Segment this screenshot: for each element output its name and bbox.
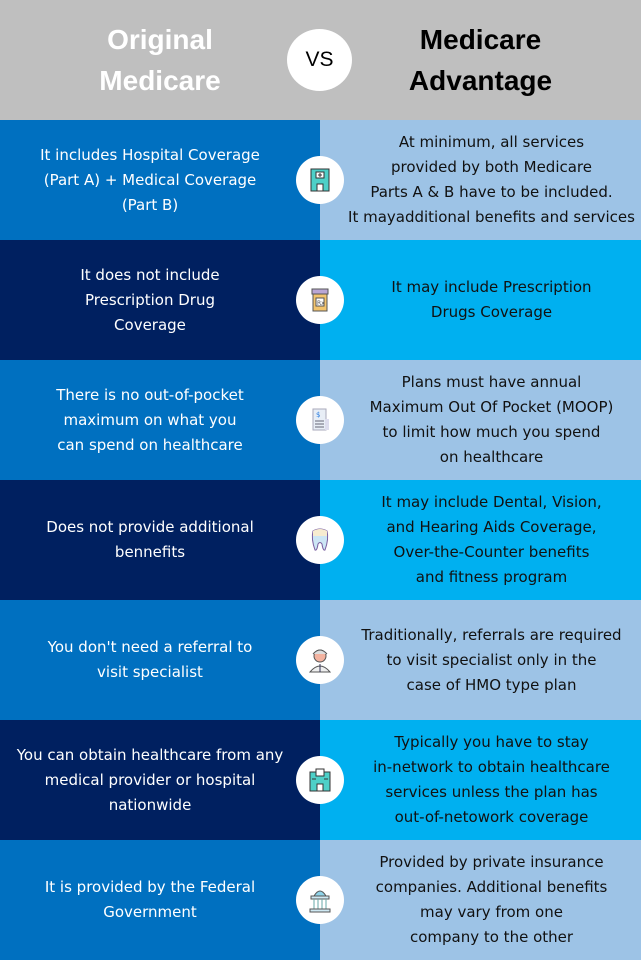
cell-text-line: Provided by private insurance (379, 853, 604, 871)
cell-text-line: Parts A & B have to be included. (370, 183, 613, 201)
bill-icon (296, 396, 344, 444)
cell-text-line: in-network to obtain healthcare (373, 758, 610, 776)
comparison-rows (0, 120, 641, 960)
cell-text-line: Plans must have annual (401, 373, 582, 391)
medicare-advantage-cell (320, 840, 641, 960)
medicare-advantage-title (320, 0, 641, 120)
cell-text-line: It mayadditional benefits and services (348, 208, 635, 226)
comparison-row (0, 840, 641, 960)
title-line: Medicare (99, 65, 221, 96)
medicare-advantage-cell (320, 120, 641, 240)
cell-text-line: You don't need a referral to (47, 638, 253, 656)
cell-text-line: It may include Dental, Vision, (381, 493, 602, 511)
cell-text-line: and Hearing Aids Coverage, (386, 518, 597, 536)
doctor-icon (296, 636, 344, 684)
medicare-advantage-cell (320, 480, 641, 600)
original-medicare-title (0, 0, 320, 120)
cell-text-line: medical provider or hospital (44, 770, 256, 789)
cell-text-line: At minimum, all services (398, 133, 585, 151)
cell-text-line: on healthcare (439, 448, 544, 466)
cell-text-line: out-of-netowork coverage (394, 808, 589, 826)
comparison-row (0, 720, 641, 840)
original-medicare-cell (0, 240, 320, 360)
cell-text-line: Coverage (114, 315, 186, 334)
cell-text-line: Prescription Drug (84, 290, 215, 309)
cell-text-line: Over-the-Counter benefits (393, 543, 590, 561)
svg-text:Rx: Rx (317, 300, 325, 307)
cell-text-line: may vary from one (420, 903, 563, 921)
cell-text-line: Government (103, 903, 197, 921)
cell-text-line: maximum on what you (63, 410, 237, 429)
cell-text-line: You can obtain healthcare from any (16, 745, 284, 764)
cell-text-line: Maximum Out Of Pocket (MOOP) (369, 398, 614, 416)
original-medicare-cell (0, 840, 320, 960)
cell-text-line: bennefits (114, 543, 186, 561)
comparison-row (0, 480, 641, 600)
cell-text-line: (Part A) + Medical Coverage (43, 170, 257, 189)
hospital-network-icon (296, 756, 344, 804)
comparison-row (0, 360, 641, 480)
medicare-advantage-cell (320, 720, 641, 840)
cell-text-line: and fitness program (415, 568, 568, 586)
title-line: Medicare (419, 24, 542, 55)
original-medicare-cell (0, 480, 320, 600)
cell-text-line: can spend on healthcare (57, 435, 243, 454)
prescription-bottle-icon (296, 276, 344, 324)
original-medicare-cell (0, 600, 320, 720)
cell-text-line: provided by both Medicare (390, 158, 592, 176)
cell-text-line: Drugs Coverage (430, 303, 553, 321)
cell-text-line: services unless the plan has (385, 783, 598, 801)
cell-text-line: case of HMO type plan (406, 675, 577, 694)
svg-text:$: $ (316, 411, 321, 419)
government-building-icon (296, 876, 344, 924)
tooth-icon (296, 516, 344, 564)
header (0, 0, 641, 120)
cell-text-line: to limit how much you spend (382, 423, 601, 441)
title-line: Advantage (408, 65, 553, 96)
cell-text-line: nationwide (108, 795, 192, 814)
cell-text-line: visit specialist (97, 663, 203, 681)
medicare-advantage-cell (320, 600, 641, 720)
cell-text-line: It does not include (80, 265, 220, 284)
cell-text-line: It is provided by the Federal (44, 878, 256, 896)
comparison-row (0, 240, 641, 360)
title-line: Original (107, 24, 213, 55)
cell-text-line: Does not provide additional (46, 518, 254, 536)
cell-text-line: Typically you have to stay (394, 733, 589, 751)
cell-text-line: company to the other (409, 928, 574, 946)
original-medicare-cell (0, 720, 320, 840)
cell-text-line: companies. Additional benefits (375, 878, 608, 896)
cell-text-line: There is no out-of-pocket (56, 385, 244, 404)
cell-text-line: to visit specialist only in the (386, 650, 597, 669)
cell-text-line: Traditionally, referrals are required (361, 625, 622, 644)
hospital-icon (296, 156, 344, 204)
cell-text-line: (Part B) (121, 195, 179, 214)
medicare-advantage-cell (320, 360, 641, 480)
vs-badge: VS (287, 29, 352, 91)
cell-text-line: It includes Hospital Coverage (40, 145, 260, 164)
original-medicare-cell (0, 360, 320, 480)
cell-text-line: It may include Prescription (391, 278, 592, 296)
medicare-advantage-cell (320, 240, 641, 360)
original-medicare-cell (0, 120, 320, 240)
comparison-row (0, 120, 641, 240)
comparison-row (0, 600, 641, 720)
